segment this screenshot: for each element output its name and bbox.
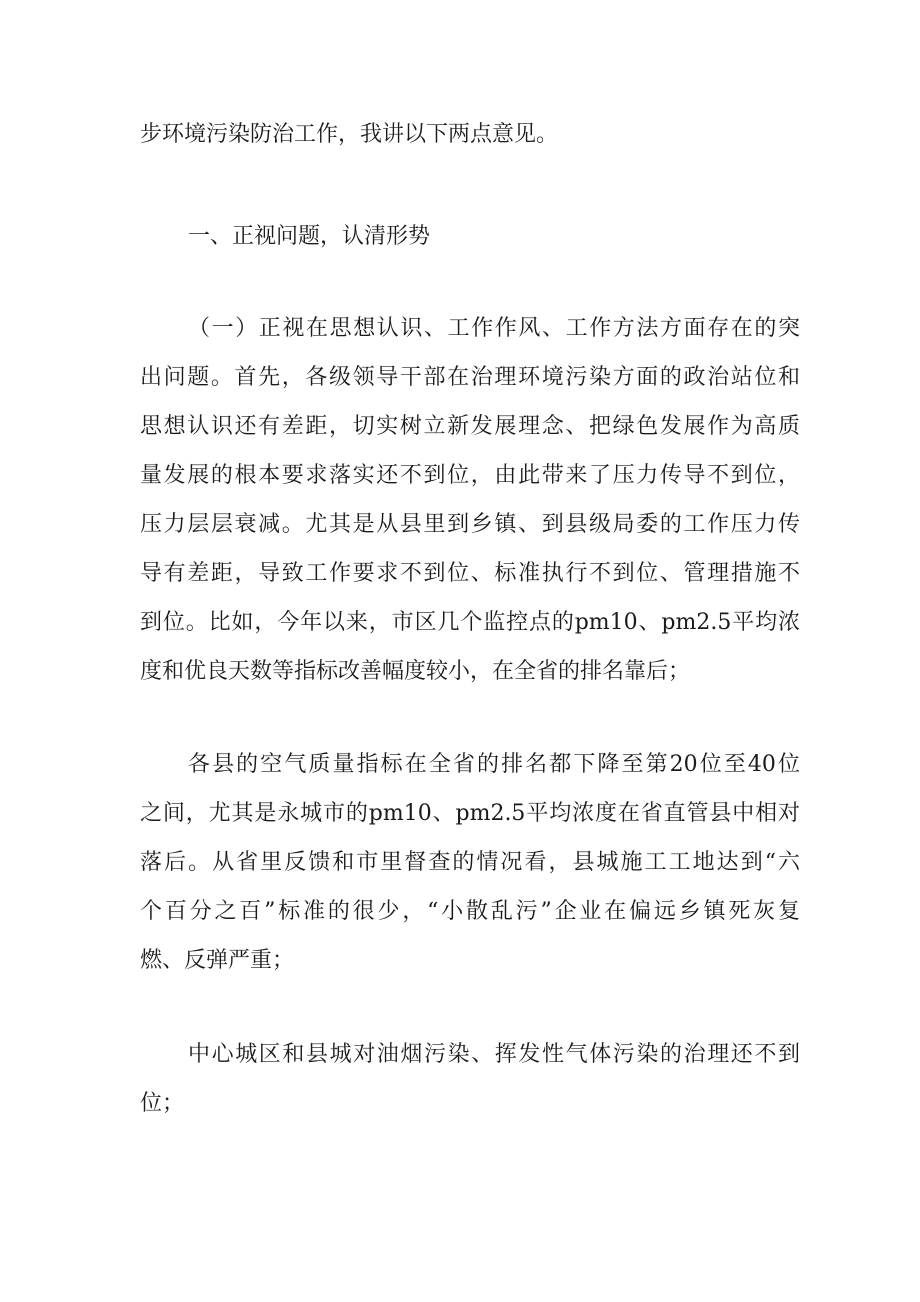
paragraph-2-line-2: 之间，尤其是永城市的pm10、pm2.5平均浓度在省直管县中相对 (140, 801, 800, 826)
paragraph-2-line-5: 燃、反弹严重； (140, 948, 295, 973)
paragraph-3-line-1: 中心城区和县城对油烟污染、挥发性气体污染的治理还不到 (188, 1042, 800, 1067)
paragraph-1-line-7: 到位。比如，今年以来，市区几个监控点的pm10、pm2.5平均浓 (140, 610, 800, 635)
paragraph-1-line-8: 度和优良天数等指标改善幅度较小，在全省的排名靠后； (140, 659, 691, 684)
section-heading: 一、正视问题，认清形势 (188, 224, 431, 249)
paragraph-1-line-6: 导有差距，导致工作要求不到位、标准执行不到位、管理措施不 (140, 561, 800, 586)
paragraph-2-line-3: 落后。从省里反馈和市里督查的情况看，县城施工工地达到“六 (140, 850, 800, 875)
intro-tail-line: 步环境污染防治工作，我讲以下两点意见。 (140, 122, 559, 147)
paragraph-1-line-1: （一）正视在思想认识、工作作风、工作方法方面存在的突 (188, 316, 800, 341)
paragraph-2-line-4: 个百分之百”标准的很少，“小散乱污”企业在偏远乡镇死灰复 (140, 899, 800, 924)
paragraph-1-line-5: 压力层层衰减。尤其是从县里到乡镇、到县级局委的工作压力传 (140, 512, 800, 537)
paragraph-2-line-1: 各县的空气质量指标在全省的排名都下降至第20位至40位 (188, 752, 800, 777)
paragraph-3-line-2: 位； (140, 1091, 185, 1116)
paragraph-1-line-2: 出问题。首先，各级领导干部在治理环境污染方面的政治站位和 (140, 365, 800, 390)
paragraph-1-line-3: 思想认识还有差距，切实树立新发展理念、把绿色发展作为高质 (140, 414, 800, 439)
paragraph-1-line-4: 量发展的根本要求落实还不到位，由此带来了压力传导不到位， (140, 463, 800, 488)
